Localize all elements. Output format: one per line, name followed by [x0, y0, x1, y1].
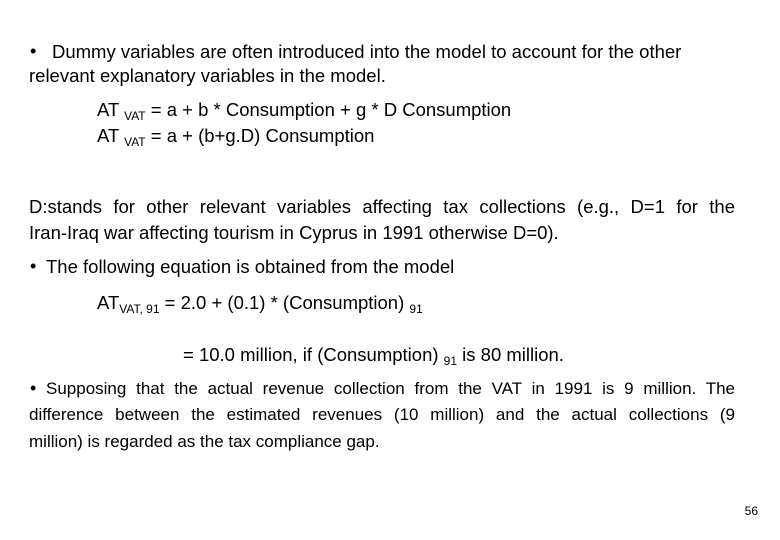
d-definition-line-2: Iran-Iraq war affecting tourism in Cyprus in 1991 otherwise D=0).	[29, 222, 559, 243]
equation-1-prefix: AT	[97, 99, 125, 120]
paragraph-3-line-1: Supposing that the actual revenue collection from the VAT in 1991 is 9 million. The	[46, 379, 735, 398]
page-number: 56	[744, 504, 758, 518]
equation-3-subscript-2: 91	[409, 302, 423, 316]
equation-3	[97, 292, 423, 316]
paragraph-2: The following equation is obtained from the model	[46, 256, 455, 277]
equation-1	[97, 99, 511, 123]
equation-2-rest: = a + (b+g.D) Consumption	[145, 125, 375, 146]
equation-1-rest: = a + b * Consumption + g * D Consumption	[145, 99, 512, 120]
equation-3-subscript: VAT, 91	[119, 302, 160, 316]
bullet-2: •	[30, 256, 37, 276]
bullet-3: •	[30, 378, 37, 398]
equation-4	[183, 344, 564, 368]
paragraph-3-line-2: difference between the estimated revenues (10 million) and the actual collections (9	[29, 405, 735, 424]
paragraph-3-line-3: million) is regarded as the tax compliance gap.	[29, 432, 380, 451]
equation-4-prefix: = 10.0 million, if (Consumption)	[183, 344, 444, 365]
equation-3-mid: = 2.0 + (0.1) * (Consumption)	[159, 292, 410, 313]
bullet-1: •	[30, 41, 37, 61]
equation-2	[97, 125, 374, 149]
equation-3-prefix: AT	[97, 292, 120, 313]
paragraph-1-line-1: Dummy variables are often introduced into the model to account for the other	[52, 41, 682, 62]
equation-4-rest: is 80 million.	[457, 344, 564, 365]
d-definition-line-1: D:stands for other relevant variables affecting tax collections (e.g., D=1 for the	[29, 196, 735, 217]
equation-2-prefix: AT	[97, 125, 125, 146]
equation-1-subscript: VAT	[124, 109, 146, 123]
equation-4-subscript: 91	[443, 354, 458, 368]
equation-2-subscript: VAT	[124, 135, 146, 149]
paragraph-1-line-2: relevant explanatory variables in the model.	[29, 65, 386, 86]
